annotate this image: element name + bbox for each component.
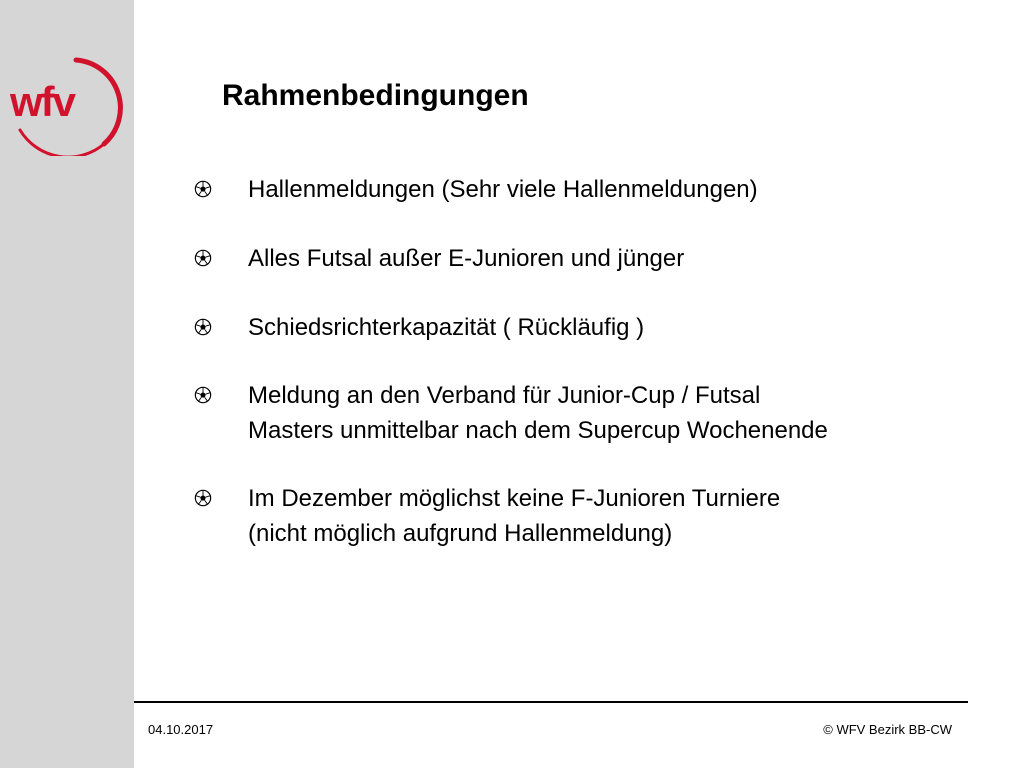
slide-title: Rahmenbedingungen: [222, 79, 529, 112]
soccer-ball-icon: [194, 489, 212, 507]
bullet-text-line: Hallenmeldungen (Sehr viele Hallenmeldungen): [248, 176, 758, 203]
bullet-text-line: Alles Futsal außer E-Junioren und jünger: [248, 245, 685, 272]
footer-date: 04.10.2017: [148, 722, 214, 737]
soccer-ball-icon: [194, 180, 212, 198]
footer-copyright: © WFV Bezirk BB-CW: [823, 722, 952, 737]
bullet-text-line: Meldung an den Verband für Junior-Cup / Futsal: [248, 382, 761, 409]
soccer-ball-icon: [194, 386, 212, 404]
logo-text: wfv: [10, 78, 75, 125]
footer-divider: [134, 701, 968, 703]
bullet-text-line: Masters unmittelbar nach dem Supercup Wochenende: [248, 417, 828, 444]
soccer-ball-icon: [194, 318, 212, 336]
soccer-ball-icon: [194, 249, 212, 267]
bullet-text-line: (nicht möglich aufgrund Hallenmeldung): [248, 520, 673, 547]
bullet-text-line: Schiedsrichterkapazität ( Rückläufig ): [248, 314, 645, 341]
bullet-text-line: Im Dezember möglichst keine F-Junioren Turniere: [248, 485, 781, 512]
wfv-logo: [6, 52, 128, 156]
